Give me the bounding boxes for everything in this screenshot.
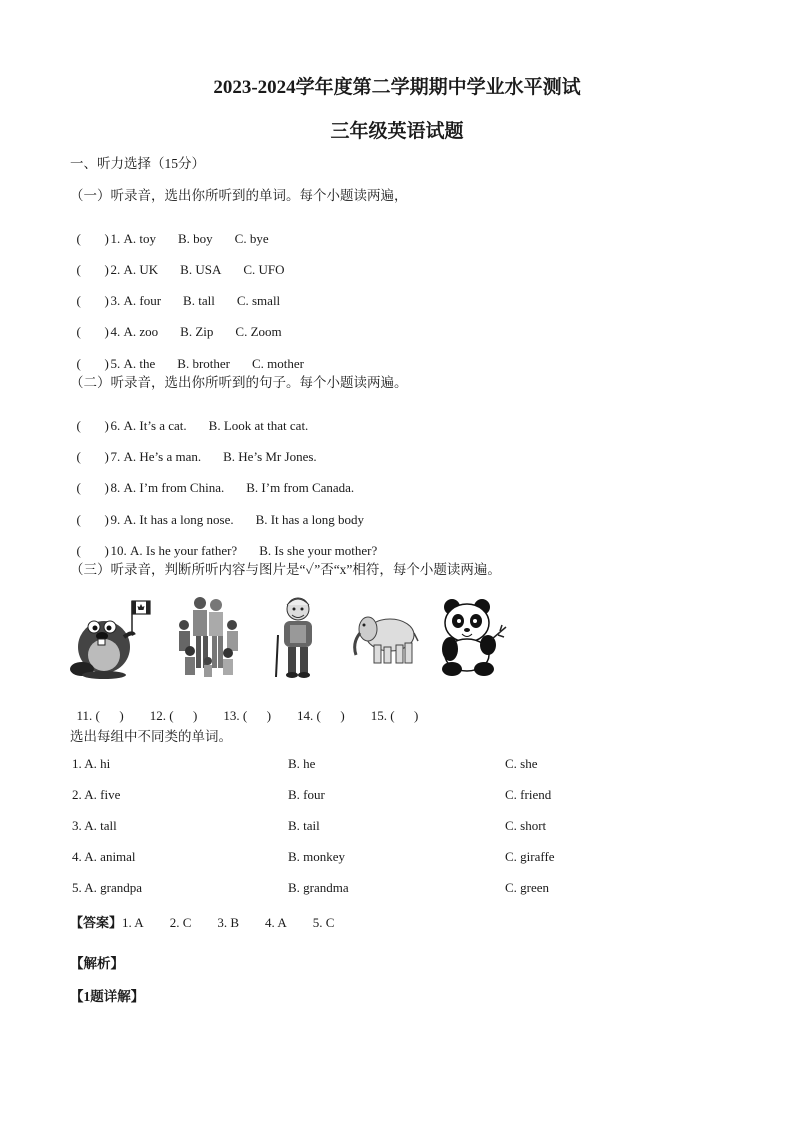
answer-blank[interactable]: ( — [76, 262, 81, 277]
option-c: C. small — [236, 293, 281, 308]
page-subtitle: 三年级英语试题 — [330, 121, 464, 142]
odd-one-out-option-c: C. friend — [505, 787, 552, 802]
answer-item: 3. B — [217, 915, 240, 930]
section-heading-listening: 一、听力选择（15分） — [70, 156, 205, 171]
odd-one-out-option-a: 5. A. grandpa — [72, 880, 143, 895]
answer-blank[interactable]: ( — [76, 324, 81, 339]
question-row: ( ) 5. A. the B. brother C. mother — [76, 356, 304, 371]
question-number: 5. — [110, 356, 121, 371]
picture-answer-blank[interactable]: 15. ( ) — [370, 708, 419, 723]
question-row: ( ) 8. A. I’m from China. B. I’m from Canada. — [76, 480, 355, 495]
option-b: B. brother — [177, 356, 230, 371]
question-number: 4. — [110, 324, 121, 339]
question-number: 10. — [110, 543, 127, 558]
option-c: C. mother — [252, 356, 304, 371]
odd-one-out-option-c: C. giraffe — [505, 849, 555, 864]
option-a: A. It has a long nose. — [123, 512, 234, 527]
answer-item: 1. A — [122, 915, 144, 930]
question-row: ( ) 7. A. He’s a man. B. He’s Mr Jones. — [76, 449, 317, 464]
picture-answer-blank[interactable]: 12. ( ) — [149, 708, 198, 723]
elephant-picture — [350, 595, 420, 681]
picture-answer-blank[interactable]: 11. ( ) — [76, 708, 124, 723]
picture-answer-row — [70, 692, 444, 724]
answer-blank[interactable]: ( — [76, 512, 81, 527]
option-a: A. I’m from China. — [123, 480, 225, 495]
question-number: 8. — [110, 480, 121, 495]
answer-item: 2. C — [169, 915, 192, 930]
answer-item: 4. A — [265, 915, 287, 930]
question-row: ( ) 4. A. zoo B. Zip C. Zoom — [76, 324, 282, 339]
option-a: A. zoo — [123, 324, 159, 339]
analysis-label: 【解析】 — [70, 956, 124, 971]
option-a: A. UK — [123, 262, 159, 277]
part2-instruction: （二）听录音，选出你所听到的句子。每个小题读两遍。 — [70, 375, 408, 390]
odd-one-out-option-c: C. she — [505, 756, 538, 771]
answer-blank[interactable]: ( — [76, 449, 81, 464]
question-number: 7. — [110, 449, 121, 464]
odd-one-out-option-b: B. grandma — [288, 880, 349, 895]
odd-one-out-option-b: B. monkey — [288, 849, 346, 864]
family-picture — [170, 595, 250, 681]
odd-one-out-option-c: C. short — [505, 818, 547, 833]
question-row: ( ) 6. A. It’s a cat. B. Look at that cat. — [76, 418, 309, 433]
odd-one-out-option-a: 3. A. tall — [72, 818, 117, 833]
question-number: 3. — [110, 293, 121, 308]
page-title: 2023-2024学年度第二学期期中学业水平测试 — [213, 77, 581, 98]
option-a: A. Is he your father? — [130, 543, 238, 558]
question-row: ( ) 1. A. toy B. boy C. bye — [76, 231, 269, 246]
question-number: 6. — [110, 418, 121, 433]
option-a: A. four — [123, 293, 162, 308]
odd-one-out-option-b: B. four — [288, 787, 325, 802]
option-b: B. Zip — [180, 324, 214, 339]
answer-label: 【答案】 — [70, 915, 123, 930]
odd-one-out-option-b: B. he — [288, 756, 316, 771]
option-b: B. It has a long body — [255, 512, 364, 527]
odd-one-out-option-a: 2. A. five — [72, 787, 121, 802]
answer-blank[interactable]: ( — [76, 231, 81, 246]
answer-row — [70, 912, 360, 931]
question-number: 1. — [110, 231, 121, 246]
answer-blank[interactable]: ( — [76, 480, 81, 495]
question-row: ( ) 2. A. UK B. USA C. UFO — [76, 262, 285, 277]
picture-answer-blank[interactable]: 13. ( ) — [223, 708, 272, 723]
option-b: B. He’s Mr Jones. — [223, 449, 317, 464]
odd-one-out-option-a: 4. A. animal — [72, 849, 136, 864]
answer-item: 5. C — [312, 915, 335, 930]
question-number: 2. — [110, 262, 121, 277]
answer-blank[interactable]: ( — [76, 418, 81, 433]
question-row: ( ) 3. A. four B. tall C. small — [76, 293, 281, 308]
option-c: C. bye — [234, 231, 269, 246]
panda-picture — [436, 595, 512, 681]
answer-blank[interactable]: ( — [76, 543, 81, 558]
option-b: B. tall — [183, 293, 215, 308]
part3-instruction: （三）听录音，判断所听内容与图片是“✓”否“x”相符，每个小题读两遍。 — [70, 562, 501, 577]
grandpa-picture — [268, 595, 328, 681]
part1-instruction: （一）听录音，选出你所听到的单词。每个小题读两遍， — [70, 188, 408, 203]
option-c: C. UFO — [243, 262, 285, 277]
odd-one-out-option-b: B. tail — [288, 818, 320, 833]
question-number: 9. — [110, 512, 121, 527]
option-a: A. He’s a man. — [123, 449, 202, 464]
option-b: B. boy — [178, 231, 213, 246]
option-c: C. Zoom — [235, 324, 282, 339]
question-row: ( ) 10. A. Is he your father? B. Is she your mother? — [76, 543, 378, 558]
odd-one-out-option-a: 1. A. hi — [72, 756, 111, 771]
detail-label: 【1题详解】 — [70, 989, 145, 1004]
option-a: A. It’s a cat. — [123, 418, 187, 433]
picture-answer-blank[interactable]: 14. ( ) — [297, 708, 345, 723]
question-row: ( ) 9. A. It has a long nose. B. It has a long body — [76, 512, 364, 527]
option-b: B. Is she your mother? — [259, 543, 378, 558]
option-b: B. Look at that cat. — [208, 418, 309, 433]
answer-blank[interactable]: ( — [76, 356, 81, 371]
option-a: A. toy — [123, 231, 156, 246]
option-b: B. I’m from Canada. — [246, 480, 355, 495]
option-b: B. USA — [180, 262, 222, 277]
picture-row — [70, 595, 530, 685]
answer-blank[interactable]: ( — [76, 293, 81, 308]
option-a: A. the — [123, 356, 156, 371]
beaver-with-flag-picture — [70, 595, 156, 681]
section2-instruction: 选出每组中不同类的单词。 — [70, 729, 232, 744]
odd-one-out-option-c: C. green — [505, 880, 550, 895]
